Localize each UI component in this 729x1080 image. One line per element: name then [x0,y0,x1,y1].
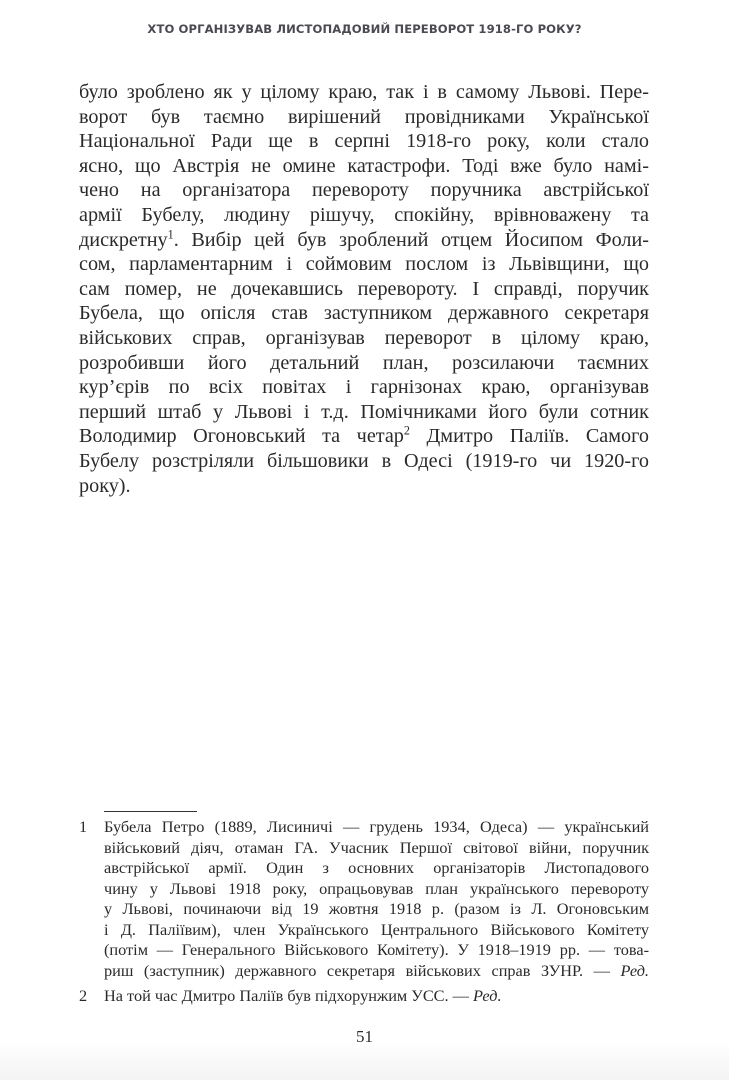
footnote-line [104,961,649,982]
body-line [79,228,649,253]
body-line: армії Бубелу, людину рішучу, спокійну, врівноважену та [79,203,649,226]
main-paragraph [79,80,649,498]
footnote-number: 2 [79,986,88,1005]
body-line: чено на організатора перевороту поручника австрійської [79,179,649,202]
body-line: перший штаб у Львові і т.д. Помічниками його були сотник [79,400,649,423]
editor-mark: Ред. [473,986,502,1005]
footnote-line: Бубела Петро (1889, Лисиничі — грудень 1934, Одеса) — український [104,817,649,836]
body-line: сам помер, не дочекавшись перевороту. І справді, поручик [79,277,649,300]
body-line: було зроблено як у цілому краю, так і в самому Львові. Пере- [79,81,649,103]
footnote-line: чину у Львові 1918 року, опрацьовував план українського перевороту [104,878,649,898]
editor-mark: Ред. [620,960,649,980]
body-line-text: Володимир Огоновський та четар [79,425,404,448]
footnote-2 [79,986,649,1007]
footnote-line [104,986,649,1007]
footnote-separator [104,811,197,812]
footnote-1 [79,817,649,981]
footnote-line: і Д. Паліївим), член Українського Центрального Військового Комітету [104,919,649,939]
footnote-line-text: На той час Дмитро Паліїв був підхорунжим УСС. — [104,986,474,1005]
body-line: Бубела, що опісля став заступником державного секретаря [79,302,649,325]
page-number: 51 [356,1027,373,1046]
body-line: розробивши його детальний план, розсилаючи таємних [79,351,649,374]
body-line: ворот був таємно вирішений провідниками Української [79,105,649,128]
footnotes-section [79,817,649,1012]
body-line: ясно, що Австрія не омине катастрофи. Тоді вже було намі- [79,154,649,177]
body-line: військових справ, організував переворот в цілому краю, [79,326,649,349]
body-line-text: дискретну [79,228,168,251]
footnote-line: військовий діяч, отаман ГА. Учасник Першої світової війни, поручник [104,837,649,857]
footnote-ref-2[interactable]: 2 [403,423,410,438]
footnote-line: у Львові, починаючи від 19 жовтня 1918 р. (разом із Л. Огоновським [104,899,649,918]
body-line-text: . Вибір цей був зроблений отцем Йосипом Фоли- [173,228,649,251]
body-line: Національної Ради ще в серпні 1918-го року, коли стало [79,130,649,153]
running-head-title: ХТО ОРГАНІЗУВАВ ЛИСТОПАДОВИЙ ПЕРЕВОРОТ 1918-ГО РОКУ? [147,22,582,36]
footnote-line: (потім — Генерального Військового Комітету). У 1918–1919 рр. — това- [104,940,649,959]
footnote-line: австрійської армії. Один з основних організаторів Листопадового [104,858,649,877]
footnote-ref-1[interactable]: 1 [167,226,174,241]
body-line: кур’єрів по всіх повітах і гарнізонах краю, організував [79,376,649,399]
body-line-text: Дмитро Паліїв. Самого [409,425,649,448]
body-line: Бубелу розстріляли більшовики в Одесі (1919-го чи 1920-го [79,449,649,472]
body-line: сом, парламентарним і соймовим послом із Львівщини, що [79,253,649,276]
body-line [79,424,649,449]
footnote-number: 1 [79,817,88,836]
footnote-line-text: риш (заступник) державного секретаря військових справ ЗУНР. — [104,960,621,980]
body-line: року). [79,474,131,497]
